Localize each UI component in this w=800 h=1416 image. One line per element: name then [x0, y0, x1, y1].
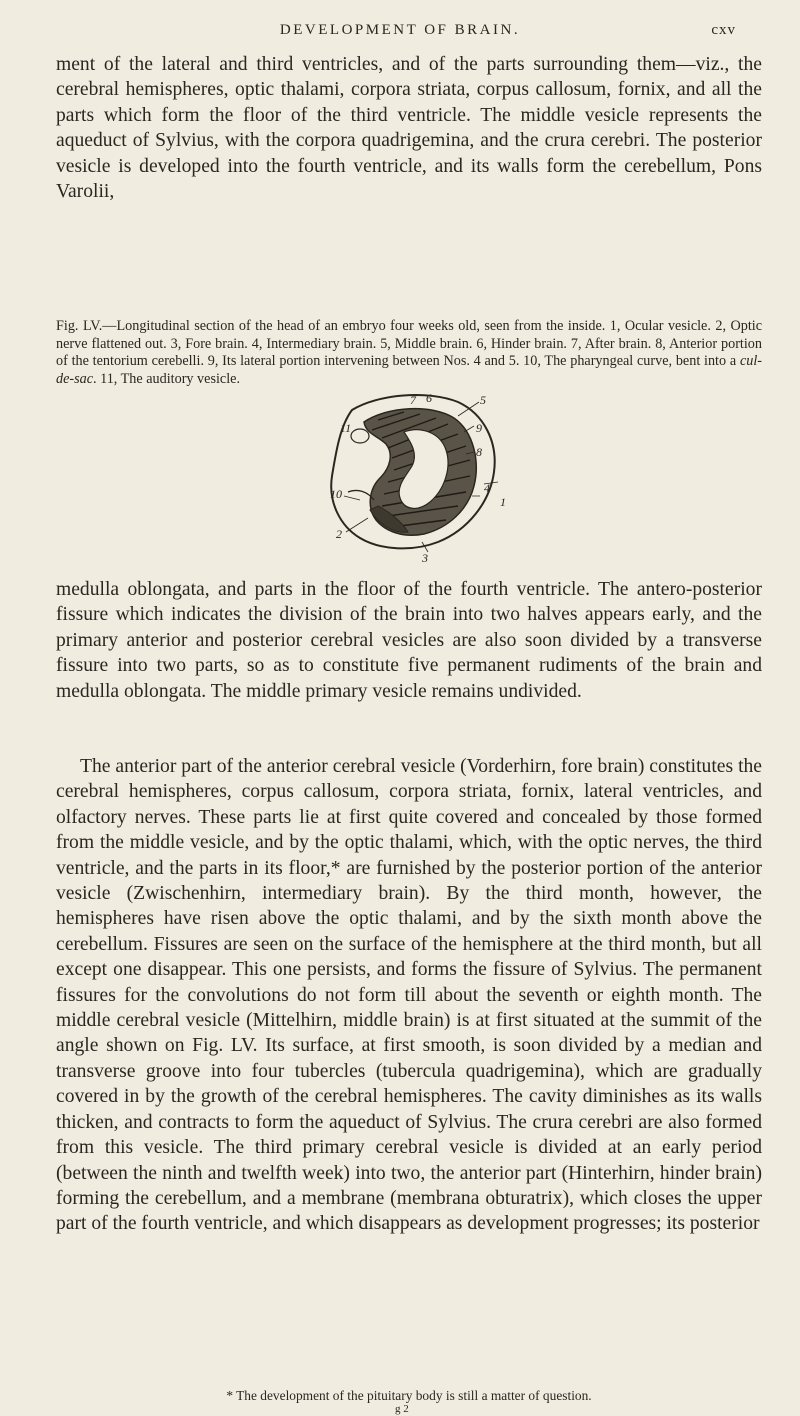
- label-9: 9: [476, 421, 482, 435]
- running-title: DEVELOPMENT OF BRAIN.: [279, 22, 521, 38]
- label-6: 6: [426, 392, 432, 405]
- caption-text: —Longitudinal section of the head of an embryo four weeks old, seen from the inside. 1, Ocular vesicle. 2, Optic nerve flattened out. 3, Fore brain. 4, Intermediary brain. 5, Middle brain. 6, Hinder brain. 7, After brain. 8, Anterior portion of the tentorium cerebelli. 9, Its lateral portion intervening between Nos. 4 and 5. 10, The pharyngeal curve, bent into a: [56, 318, 762, 370]
- page-number: cxv: [711, 22, 736, 38]
- label-4: 4: [484, 481, 490, 495]
- label-3: 3: [422, 551, 428, 564]
- caption-italic-term: cul-de-sac: [56, 353, 762, 387]
- label-1: 1: [500, 495, 506, 509]
- paragraph-1: ment of the lateral and third ventricles, and of the parts surrounding them—viz., the cerebral hemispheres, optic thalami, corpora striata, corpus callosum, fornix, and all the parts which form the floor of the third ventricle. The middle vesicle represents the aqueduct of Sylvius, with the corpora quadrigemina, and the crura cerebri. The posterior vesicle is developed into the fourth ventricle, and its walls form the cerebellum, Pons Varolii,: [56, 54, 762, 203]
- footnote: * The development of the pituitary body is still a matter of question.: [226, 1388, 592, 1403]
- label-10: 10: [330, 487, 342, 501]
- paragraph-3: The anterior part of the anterior cerebral vesicle (Vorderhirn, fore brain) constitutes the cerebral hemispheres, corpus callosum, corpora striata, fornix, lateral ventricles, and olfactory nerves. These parts lie at first quite covered and concealed by those formed from the middle vesicle, and by the optic thalami, which, with the optic nerves, the third ventricle, and the parts in its floor,* are furnished by the posterior portion of the anterior vesicle (Zwischenhirn, intermediary brain). By the third month, however, the hemispheres have risen above the optic thalami, and by the sixth month above the cerebellum. Fissures are seen on the surface of the hemisphere at the third month, but all except one disappear. This one persists, and forms the fissure of Sylvius. The permanent fissures for the convolutions do not form till about the seventh or eighth month. The middle cerebral vesicle (Mittelhirn, middle brain) is at first situated at the summit of the angle shown on Fig. LV. Its surface, at first smooth, is soon divided by a median and transverse groove into four tubercles (tubercula quadrigemina), which are gradually covered in by the growth of the cerebral hemispheres. The cavity diminishes as its walls thicken, and contracts to form the aqueduct of Sylvius. The crura cerebri are also formed from this vesicle. The third primary cerebral vesicle is divided at an early period (between the ninth and twelfth week) into two, the anterior part (Hinterhirn, hinder brain) forming the cerebellum, and a membrane (membrana obturatrix), which closes the upper part of the fourth ventricle, and which disappears as development progresses; its posterior: [56, 756, 762, 1235]
- label-8: 8: [476, 445, 482, 459]
- label-5: 5: [480, 393, 486, 407]
- label-7: 7: [410, 393, 416, 407]
- paragraph-2: medulla oblongata, and parts in the floor of the fourth ventricle. The antero-posterior fissure which indicates the division of the brain into two halves appears early, and the primary anterior and posterior cerebral vesicles are also soon divided by a transverse fissure into two parts, so as to constitute five permanent rudiments of the brain and medulla oblongata. The middle primary vesicle remains undivided.: [56, 579, 762, 702]
- figure-caption: [56, 318, 762, 388]
- figure-label: Fig. LV.: [56, 318, 103, 334]
- label-11: 11: [340, 421, 352, 435]
- embryo-brain-section-figure: [308, 392, 516, 564]
- auditory-vesicle: [351, 429, 369, 443]
- caption-end: . 11, The auditory vesicle.: [93, 370, 240, 387]
- signature-mark: g 2: [395, 1403, 409, 1415]
- label-2: 2: [336, 527, 342, 541]
